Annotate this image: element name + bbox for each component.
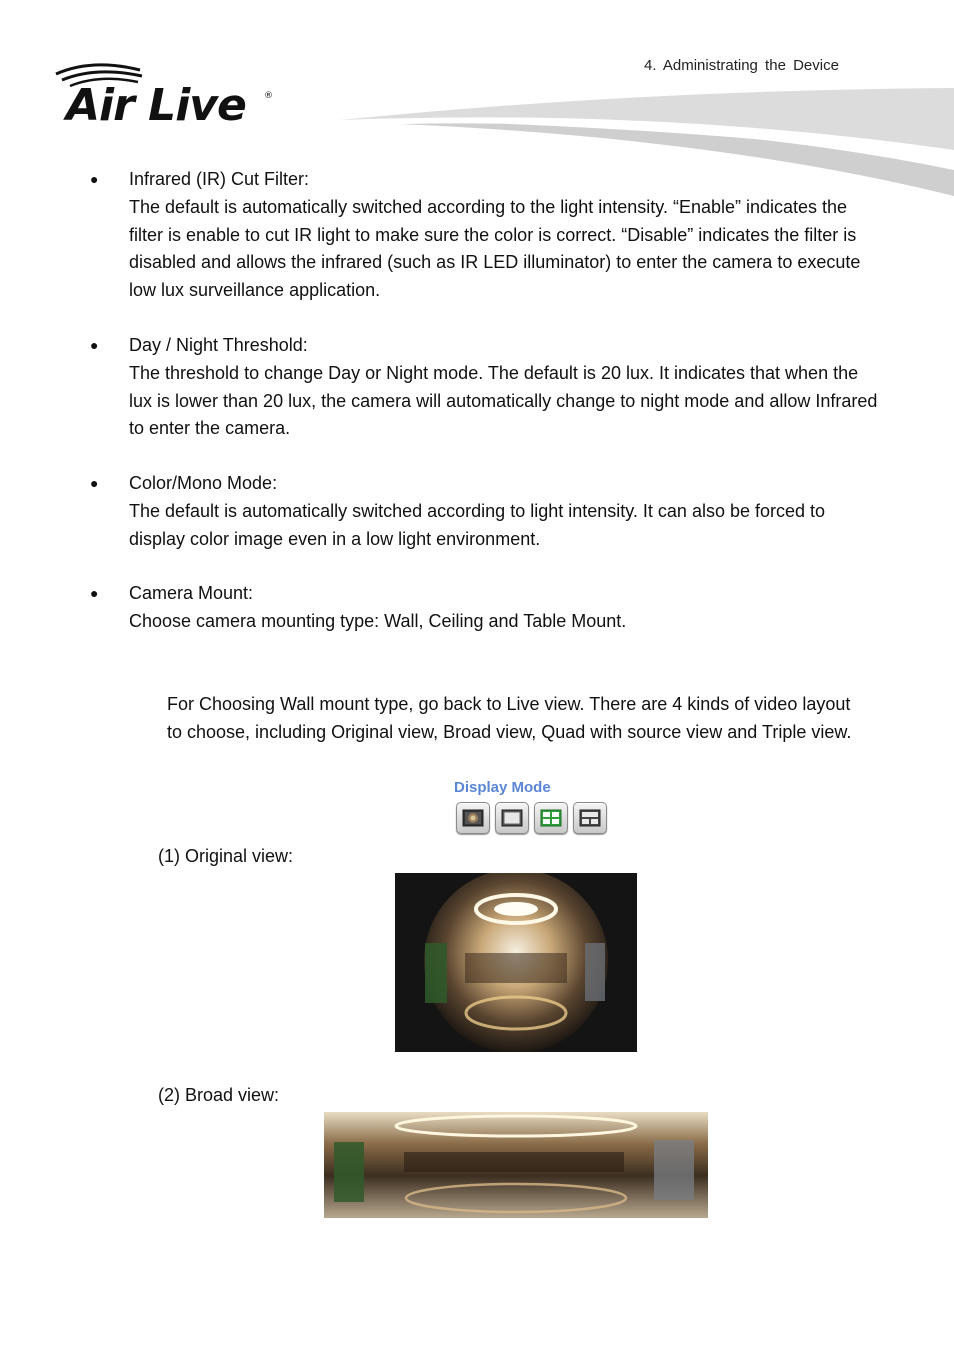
section-title: Camera Mount: <box>129 583 254 603</box>
svg-text:Air Live: Air Live <box>66 80 246 130</box>
section-camera-mount <box>90 580 880 636</box>
section-ir-cut-filter <box>90 166 880 305</box>
bullet-icon: ● <box>90 171 99 187</box>
svg-text:®: ® <box>264 91 273 101</box>
original-view-button[interactable] <box>456 802 490 834</box>
display-mode-label: Display Mode <box>454 779 551 796</box>
section-title: Day / Night Threshold: <box>129 335 308 355</box>
bullet-icon: ● <box>90 337 99 353</box>
triple-view-button[interactable] <box>573 802 607 834</box>
chapter-header: 4. Administrating the Device <box>644 57 839 74</box>
caption-original-view: (1) Original view: <box>158 846 294 866</box>
caption-broad-view: (2) Broad view: <box>158 1085 280 1105</box>
original-view-image <box>395 873 637 1052</box>
bullet-icon: ● <box>90 475 99 491</box>
bullet-icon: ● <box>90 585 99 601</box>
section-day-night-threshold <box>90 332 880 443</box>
broad-view-icon <box>501 809 523 827</box>
airlive-logo <box>52 60 282 130</box>
section-body: The default is automatically switched according to the light intensity. “Enable” indicates the filter is enable to cut IR light to make sure the color is correct. “Disable” indicates the filter is disabled and allows the infrared (such as IR LED illuminator) to enter the camera to execute low lux surveillance application. <box>129 196 861 301</box>
triple-view-icon <box>579 809 601 827</box>
section-title: Color/Mono Mode: <box>129 473 278 493</box>
quad-view-icon <box>540 809 562 827</box>
section-body: The default is automatically switched according to light intensity. It can also be forced to display color image even in a low light environment. <box>129 500 826 549</box>
section-title: Infrared (IR) Cut Filter: <box>129 169 310 189</box>
section-body: The threshold to change Day or Night mode. The default is 20 lux. It indicates that when the lux is lower than 20 lux, the camera will automatically change to night mode and allow Infrared to enter the camera. <box>129 362 878 439</box>
section-body: Choose camera mounting type: Wall, Ceiling and Table Mount. <box>129 610 627 631</box>
display-mode-toolbar <box>456 802 607 834</box>
broad-view-image <box>324 1112 708 1218</box>
broad-view-button[interactable] <box>495 802 529 834</box>
section-color-mono-mode <box>90 470 880 553</box>
quad-view-button[interactable] <box>534 802 568 834</box>
wall-mount-paragraph: For Choosing Wall mount type, go back to Live view. There are 4 kinds of video layout to choose, including Original view, Broad view, Quad with source view and Triple view. <box>167 694 852 742</box>
original-view-icon <box>462 809 484 827</box>
